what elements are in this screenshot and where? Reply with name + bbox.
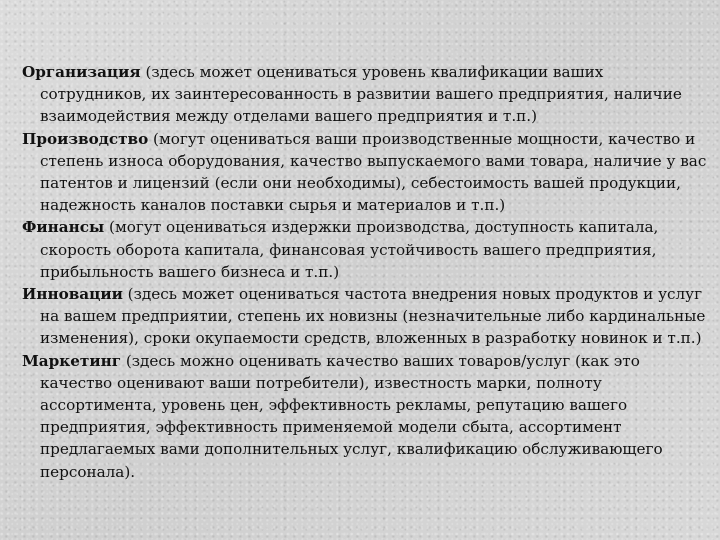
item-text: (могут оцениваться издержки производства, доступность капитала, скорость оборота капитала, финансовая устойчивость вашего предприятия, прибыльность вашего бизнеса и т.п.) <box>40 218 659 281</box>
item-innovation <box>22 283 714 350</box>
item-production <box>22 128 714 217</box>
item-text: (здесь может оцениваться уровень квалификации ваших сотрудников, их заинтересованность в развитии вашего предприятия, наличие взаимодействия между отделами вашего предприятия и т.п.) <box>40 63 682 126</box>
item-title: Инновации <box>22 285 123 304</box>
item-organization <box>22 61 714 128</box>
item-title: Финансы <box>22 218 105 237</box>
item-title: Производство <box>22 129 149 148</box>
item-text: (здесь может оцениваться частота внедрения новых продуктов и услуг на вашем предприятии, степень их новизны (незначительные либо кардинальные изменения), сроки окупаемости средств, вложенных в разработку новинок и т.п.) <box>40 285 706 348</box>
item-title: Организация <box>22 63 141 81</box>
item-text: (могут оцениваться ваши производственные мощности, качество и степень износа оборудования, качество выпускаемого вами товара, наличие у вас патентов и лицензий (если они необходимы), себестоимость вашей продукции, надежность каналов поставки сырья и материалов и т.п.) <box>40 129 707 215</box>
item-marketing <box>22 350 714 483</box>
item-title: Маркетинг <box>22 351 122 370</box>
item-text: (здесь можно оценивать качество ваших товаров/услуг (как это качество оценивают ваши потребители), известность марки, полноту ассортимента, уровень цен, эффективность рекламы, репутацию вашего предприятия, эффективность применяемой модели сбыта, ассортимент предлагаемых вами дополнительных услуг, квалификацию обслуживающего персонала). <box>40 351 663 481</box>
slide-content <box>22 61 714 483</box>
item-finance <box>22 216 714 283</box>
